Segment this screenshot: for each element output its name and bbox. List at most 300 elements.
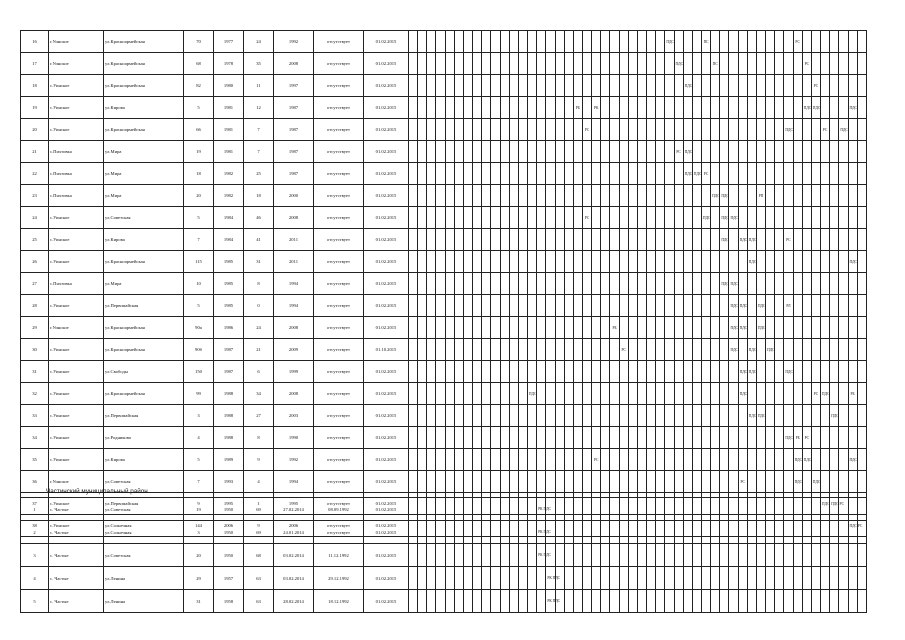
empty-mark-cell [418, 97, 427, 119]
empty-mark-cell [491, 97, 500, 119]
empty-mark-cell [436, 75, 445, 97]
empty-mark-cell [811, 405, 820, 427]
empty-mark-cell [674, 471, 683, 493]
status-mark-cell: ПДС [793, 449, 802, 471]
empty-mark-cell [445, 471, 454, 493]
empty-mark-cell [564, 471, 573, 493]
empty-mark-cell [637, 97, 646, 119]
empty-mark-cell [509, 361, 518, 383]
empty-mark-cell [546, 273, 555, 295]
empty-mark-cell [647, 273, 656, 295]
empty-mark-cell [518, 185, 527, 207]
empty-mark-cell [445, 75, 454, 97]
apartments-cell: 46 [244, 207, 274, 229]
empty-mark-cell [555, 295, 564, 317]
empty-mark-cell [582, 273, 591, 295]
empty-mark-cell [766, 295, 775, 317]
empty-mark-cell [509, 590, 518, 613]
row-number-cell: 30 [21, 339, 49, 361]
empty-mark-cell [711, 383, 720, 405]
empty-mark-cell [637, 141, 646, 163]
overhaul-cell: 1992 [274, 449, 314, 471]
table-row [21, 119, 867, 141]
empty-mark-cell [619, 383, 628, 405]
empty-mark-cell [610, 295, 619, 317]
empty-mark-cell [811, 207, 820, 229]
empty-mark-cell [802, 75, 811, 97]
empty-mark-cell [656, 53, 665, 75]
street-cell: ул.Первомайская [104, 295, 184, 317]
empty-mark-cell [436, 567, 445, 590]
empty-mark-cell [747, 141, 756, 163]
built-year-cell: 1989 [214, 449, 244, 471]
empty-mark-cell [546, 317, 555, 339]
empty-mark-cell [711, 251, 720, 273]
empty-mark-cell [775, 498, 784, 521]
empty-mark-cell [546, 75, 555, 97]
empty-mark-cell [454, 317, 463, 339]
empty-mark-cell [491, 361, 500, 383]
empty-mark-cell [784, 141, 793, 163]
empty-mark-cell [692, 471, 701, 493]
empty-mark-cell [793, 567, 802, 590]
empty-mark-cell [619, 471, 628, 493]
empty-mark-cell [656, 339, 665, 361]
empty-mark-cell [647, 361, 656, 383]
empty-mark-cell [582, 498, 591, 521]
empty-mark-cell [500, 590, 509, 613]
empty-mark-cell [637, 590, 646, 613]
empty-mark-cell [573, 119, 582, 141]
empty-mark-cell [619, 590, 628, 613]
empty-mark-cell [720, 383, 729, 405]
empty-mark-cell [821, 567, 830, 590]
empty-mark-cell [784, 251, 793, 273]
empty-mark-cell [418, 75, 427, 97]
empty-mark-cell [756, 567, 765, 590]
empty-mark-cell [656, 75, 665, 97]
empty-mark-cell [546, 251, 555, 273]
empty-mark-cell [720, 295, 729, 317]
empty-mark-cell [683, 427, 692, 449]
empty-mark-cell [555, 471, 564, 493]
empty-mark-cell [409, 75, 418, 97]
empty-mark-cell [436, 295, 445, 317]
built-year-cell: 1981 [214, 97, 244, 119]
empty-mark-cell [647, 521, 656, 544]
empty-mark-cell [729, 590, 738, 613]
empty-mark-cell [418, 317, 427, 339]
empty-mark-cell [830, 590, 839, 613]
empty-mark-cell [610, 273, 619, 295]
status-mark-cell: ПДС [747, 339, 756, 361]
overhaul-cell: 1987 [274, 141, 314, 163]
empty-mark-cell [528, 567, 537, 590]
empty-mark-cell [619, 229, 628, 251]
empty-mark-cell [692, 405, 701, 427]
empty-mark-cell [427, 97, 436, 119]
empty-mark-cell [610, 567, 619, 590]
empty-mark-cell [784, 449, 793, 471]
empty-mark-cell [756, 544, 765, 567]
overhaul-cell: 1994 [274, 273, 314, 295]
street-cell: ул.Свободы [104, 361, 184, 383]
empty-mark-cell [674, 75, 683, 97]
empty-mark-cell [445, 97, 454, 119]
empty-mark-cell [436, 229, 445, 251]
empty-mark-cell [537, 229, 546, 251]
empty-mark-cell [573, 295, 582, 317]
empty-mark-cell [711, 405, 720, 427]
empty-mark-cell [628, 97, 637, 119]
house-number-cell: 18 [184, 163, 214, 185]
locality-cell: с. Частые [49, 590, 104, 613]
empty-mark-cell [720, 53, 729, 75]
status-mark-cell: ПДС [802, 449, 811, 471]
empty-mark-cell [409, 521, 418, 544]
table-row [21, 141, 867, 163]
empty-mark-cell [518, 339, 527, 361]
empty-mark-cell [491, 449, 500, 471]
empty-mark-cell [445, 521, 454, 544]
empty-mark-cell [409, 119, 418, 141]
empty-mark-cell [628, 141, 637, 163]
house-number-cell: 5 [184, 449, 214, 471]
accident-cell: отсутствует [314, 405, 364, 427]
empty-mark-cell [418, 544, 427, 567]
empty-mark-cell [500, 498, 509, 521]
house-number-cell: 90б [184, 339, 214, 361]
status-mark-cell: ПДС [747, 251, 756, 273]
empty-mark-cell [546, 229, 555, 251]
empty-mark-cell [463, 498, 472, 521]
locality-cell: с.Уинское [49, 97, 104, 119]
date-cell: 01.02.2015 [364, 75, 409, 97]
status-mark-cell: РК ПДС [537, 544, 546, 567]
empty-mark-cell [729, 97, 738, 119]
empty-mark-cell [482, 383, 491, 405]
empty-mark-cell [692, 449, 701, 471]
empty-mark-cell [628, 567, 637, 590]
empty-mark-cell [747, 521, 756, 544]
empty-mark-cell [537, 590, 546, 613]
empty-mark-cell [857, 339, 866, 361]
row-number-cell: 33 [21, 405, 49, 427]
empty-mark-cell [711, 229, 720, 251]
empty-mark-cell [518, 567, 527, 590]
empty-mark-cell [463, 53, 472, 75]
status-mark-cell: РС [582, 119, 591, 141]
empty-mark-cell [436, 31, 445, 53]
empty-mark-cell [683, 251, 692, 273]
empty-mark-cell [436, 383, 445, 405]
empty-mark-cell [537, 119, 546, 141]
empty-mark-cell [601, 521, 610, 544]
empty-mark-cell [518, 427, 527, 449]
empty-mark-cell [756, 119, 765, 141]
empty-mark-cell [454, 53, 463, 75]
house-number-cell: 20 [184, 185, 214, 207]
empty-mark-cell [555, 251, 564, 273]
empty-mark-cell [821, 53, 830, 75]
empty-mark-cell [720, 317, 729, 339]
empty-mark-cell [692, 383, 701, 405]
empty-mark-cell [573, 498, 582, 521]
empty-mark-cell [427, 544, 436, 567]
empty-mark-cell [784, 590, 793, 613]
empty-mark-cell [537, 75, 546, 97]
empty-mark-cell [802, 471, 811, 493]
empty-mark-cell [738, 163, 747, 185]
empty-mark-cell [656, 449, 665, 471]
empty-mark-cell [674, 207, 683, 229]
empty-mark-cell [610, 449, 619, 471]
empty-mark-cell [720, 119, 729, 141]
empty-mark-cell [619, 361, 628, 383]
empty-mark-cell [756, 449, 765, 471]
empty-mark-cell [482, 498, 491, 521]
empty-mark-cell [473, 31, 482, 53]
apartments-cell: 63 [244, 567, 274, 590]
status-mark-cell: ПДС [848, 251, 857, 273]
empty-mark-cell [482, 295, 491, 317]
locality-cell: с.Уинское [49, 75, 104, 97]
empty-mark-cell [619, 163, 628, 185]
empty-mark-cell [647, 295, 656, 317]
empty-mark-cell [821, 471, 830, 493]
locality-cell: г.Уинское [49, 53, 104, 75]
empty-mark-cell [582, 97, 591, 119]
empty-mark-cell [821, 544, 830, 567]
empty-mark-cell [473, 427, 482, 449]
empty-mark-cell [637, 295, 646, 317]
empty-mark-cell [445, 544, 454, 567]
empty-mark-cell [729, 361, 738, 383]
empty-mark-cell [811, 590, 820, 613]
empty-mark-cell [445, 207, 454, 229]
empty-mark-cell [573, 590, 582, 613]
empty-mark-cell [830, 163, 839, 185]
empty-mark-cell [821, 427, 830, 449]
empty-mark-cell [756, 590, 765, 613]
empty-mark-cell [436, 273, 445, 295]
house-number-cell: 115 [184, 251, 214, 273]
house-number-cell: 7 [184, 471, 214, 493]
empty-mark-cell [500, 31, 509, 53]
table-row [21, 498, 867, 521]
empty-mark-cell [711, 361, 720, 383]
empty-mark-cell [564, 119, 573, 141]
empty-mark-cell [766, 521, 775, 544]
empty-mark-cell [811, 361, 820, 383]
empty-mark-cell [546, 53, 555, 75]
empty-mark-cell [528, 449, 537, 471]
locality-cell: г.Уинское [49, 31, 104, 53]
empty-mark-cell [582, 295, 591, 317]
empty-mark-cell [427, 141, 436, 163]
empty-mark-cell [509, 273, 518, 295]
row-number-cell: 38 [21, 515, 49, 537]
empty-mark-cell [564, 163, 573, 185]
status-mark-cell: ПДС [738, 317, 747, 339]
empty-mark-cell [775, 544, 784, 567]
empty-mark-cell [509, 163, 518, 185]
empty-mark-cell [528, 295, 537, 317]
empty-mark-cell [418, 251, 427, 273]
empty-mark-cell [463, 427, 472, 449]
row-number-cell: 22 [21, 163, 49, 185]
empty-mark-cell [528, 119, 537, 141]
built-year-cell: 2006 [214, 515, 244, 537]
empty-mark-cell [720, 361, 729, 383]
empty-mark-cell [811, 317, 820, 339]
empty-mark-cell [656, 498, 665, 521]
empty-mark-cell [711, 141, 720, 163]
table-row [21, 75, 867, 97]
empty-mark-cell [518, 273, 527, 295]
status-mark-cell: ПДС [665, 31, 674, 53]
empty-mark-cell [665, 185, 674, 207]
street-cell: ул.Советская [104, 544, 184, 567]
empty-mark-cell [839, 521, 848, 544]
empty-mark-cell [573, 544, 582, 567]
empty-mark-cell [729, 405, 738, 427]
empty-mark-cell [582, 449, 591, 471]
empty-mark-cell [756, 229, 765, 251]
row-number-cell: 37 [21, 493, 49, 515]
empty-mark-cell [692, 361, 701, 383]
empty-mark-cell [427, 521, 436, 544]
empty-mark-cell [637, 449, 646, 471]
empty-mark-cell [811, 449, 820, 471]
section-heading: Частинский муниципальный район [46, 488, 148, 495]
empty-mark-cell [711, 449, 720, 471]
empty-mark-cell [445, 383, 454, 405]
accident-cell: отсутствует [314, 31, 364, 53]
empty-mark-cell [683, 590, 692, 613]
empty-mark-cell [811, 119, 820, 141]
street-cell: ул.Советская [104, 471, 184, 493]
empty-mark-cell [473, 471, 482, 493]
empty-mark-cell [647, 339, 656, 361]
house-number-cell: 19 [184, 141, 214, 163]
empty-mark-cell [656, 521, 665, 544]
empty-mark-cell [500, 544, 509, 567]
empty-mark-cell [802, 544, 811, 567]
empty-mark-cell [830, 339, 839, 361]
empty-mark-cell [528, 75, 537, 97]
empty-mark-cell [683, 207, 692, 229]
street-cell: ул.Красноармейская [104, 119, 184, 141]
empty-mark-cell [418, 567, 427, 590]
empty-mark-cell [747, 207, 756, 229]
empty-mark-cell [628, 229, 637, 251]
empty-mark-cell [601, 295, 610, 317]
empty-mark-cell [628, 163, 637, 185]
row-number-cell: 21 [21, 141, 49, 163]
empty-mark-cell [775, 207, 784, 229]
empty-mark-cell [546, 427, 555, 449]
empty-mark-cell [656, 405, 665, 427]
built-year-cell: 1957 [214, 567, 244, 590]
empty-mark-cell [839, 295, 848, 317]
empty-mark-cell [619, 273, 628, 295]
apartments-cell: 18 [244, 185, 274, 207]
empty-mark-cell [839, 273, 848, 295]
empty-mark-cell [573, 383, 582, 405]
empty-mark-cell [811, 427, 820, 449]
empty-mark-cell [674, 361, 683, 383]
house-number-cell: 10 [184, 273, 214, 295]
empty-mark-cell [857, 498, 866, 521]
status-mark-cell: ПДС [747, 361, 756, 383]
status-mark-cell: ПДС [821, 493, 830, 515]
empty-mark-cell [647, 471, 656, 493]
locality-cell: г.Уинское [49, 471, 104, 493]
empty-mark-cell [702, 119, 711, 141]
empty-mark-cell [839, 449, 848, 471]
empty-mark-cell [463, 273, 472, 295]
empty-mark-cell [720, 498, 729, 521]
empty-mark-cell [592, 471, 601, 493]
empty-mark-cell [619, 119, 628, 141]
empty-mark-cell [582, 317, 591, 339]
empty-mark-cell [692, 185, 701, 207]
empty-mark-cell [518, 97, 527, 119]
empty-mark-cell [619, 498, 628, 521]
empty-mark-cell [665, 251, 674, 273]
empty-mark-cell [784, 75, 793, 97]
street-cell: ул.Ленина [104, 590, 184, 613]
empty-mark-cell [784, 471, 793, 493]
empty-mark-cell [665, 449, 674, 471]
status-mark-cell: ПДС [756, 317, 765, 339]
built-year-cell: 1958 [214, 590, 244, 613]
empty-mark-cell [784, 207, 793, 229]
accident-cell: отсутствует [314, 97, 364, 119]
empty-mark-cell [766, 449, 775, 471]
table-row [21, 567, 867, 590]
empty-mark-cell [720, 449, 729, 471]
empty-mark-cell [564, 295, 573, 317]
empty-mark-cell [445, 53, 454, 75]
empty-mark-cell [683, 361, 692, 383]
empty-mark-cell [409, 427, 418, 449]
empty-mark-cell [564, 590, 573, 613]
overhaul-cell: 1999 [274, 361, 314, 383]
empty-mark-cell [463, 185, 472, 207]
empty-mark-cell [555, 383, 564, 405]
house-number-cell: 5 [184, 97, 214, 119]
overhaul-cell: 1987 [274, 163, 314, 185]
empty-mark-cell [418, 405, 427, 427]
empty-mark-cell [775, 141, 784, 163]
empty-mark-cell [830, 207, 839, 229]
empty-mark-cell [491, 521, 500, 544]
empty-mark-cell [473, 295, 482, 317]
built-year-cell: 1980 [214, 75, 244, 97]
accident-cell: отсутствует [314, 515, 364, 537]
house-number-cell: 31 [184, 590, 214, 613]
empty-mark-cell [546, 185, 555, 207]
empty-mark-cell [683, 383, 692, 405]
empty-mark-cell [582, 361, 591, 383]
empty-mark-cell [784, 498, 793, 521]
empty-mark-cell [628, 75, 637, 97]
empty-mark-cell [747, 53, 756, 75]
empty-mark-cell [445, 163, 454, 185]
empty-mark-cell [445, 141, 454, 163]
